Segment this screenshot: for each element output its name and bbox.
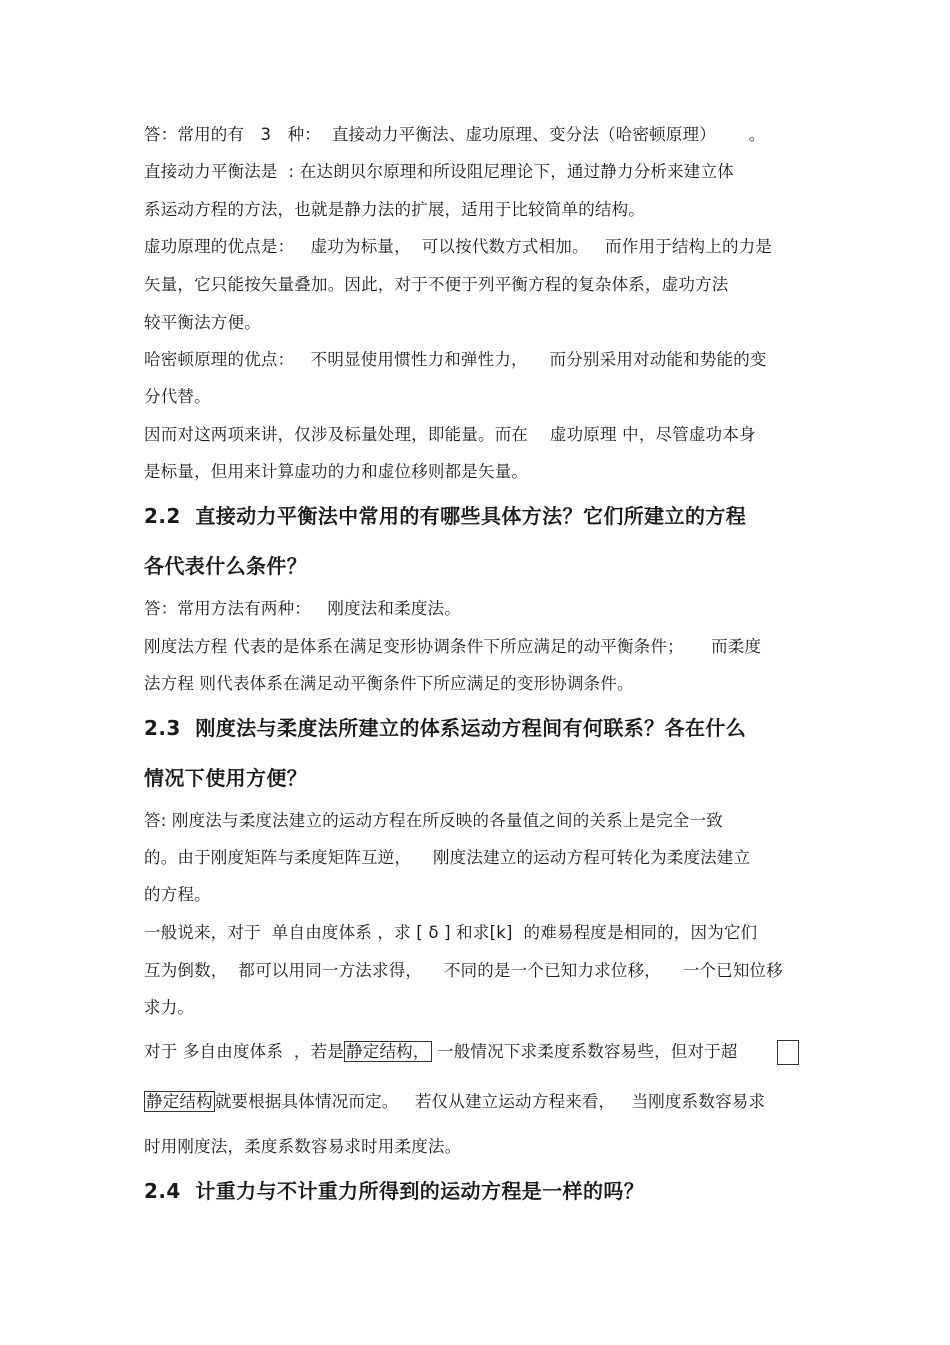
answer-line: 答：常用方法有两种： 刚度法和柔度法。 <box>144 599 461 618</box>
answer-line: 答: 刚度法与柔度法建立的运动方程在所反映的各量值之间的关系上是完全一致 <box>144 811 724 830</box>
text-line: 系运动方程的方法，也就是静力法的扩展，适用于比较简单的结构。 <box>144 200 645 219</box>
boxed-term-indeterminate: 静定结构 <box>146 1092 213 1111</box>
answer-line: 的方程。 <box>144 885 211 904</box>
multi-dof-suffix: 一般情况下求柔度系数容易些，但对于超 <box>431 1042 738 1061</box>
answer-line-multi-dof <box>144 1041 738 1063</box>
answer-line: 时用刚度法，柔度系数容易求时用柔度法。 <box>144 1137 462 1156</box>
boxed-term-statically-determinate: 静定结构， <box>346 1042 430 1061</box>
answer-line-indeterminate <box>144 1091 765 1113</box>
text-line: 是标量，但用来计算虚功的力和虚位移则都是矢量。 <box>144 462 529 481</box>
question-2-3-title-cont: 情况下使用方便？ <box>144 766 308 790</box>
text-line: 矢量，它只能按矢量叠加。因此，对于不便于列平衡方程的复杂体系，虚功方法 <box>144 275 729 294</box>
question-2-2-title-cont: 各代表什么条件？ <box>144 554 308 578</box>
text-line: 分代替。 <box>144 387 211 406</box>
multi-dof-prefix: 对于 多自由度体系 ，若是 <box>144 1042 345 1061</box>
question-2-3-title: 2.3 刚度法与柔度法所建立的体系运动方程间有何联系？各在什么 <box>144 716 747 740</box>
text-line: 虚功原理的优点是： 虚功为标量， 可以按代数方式相加。 而作用于结构上的力是 <box>144 237 773 256</box>
question-2-2-title: 2.2 直接动力平衡法中常用的有哪些具体方法？它们所建立的方程 <box>144 504 747 528</box>
answer-line: 求力。 <box>144 998 195 1017</box>
text-line: 较平衡法方便。 <box>144 313 261 332</box>
answer-line: 互为倒数， 都可以用同一方法求得， 不同的是一个已知力求位移， 一个已知位移 <box>144 961 783 980</box>
answer-line: 刚度法方程 代表的是体系在满足变形协调条件下所应满足的动平衡条件； 而柔度 <box>144 637 762 656</box>
answer-line: 的。由于刚度矩阵与柔度矩阵互逆， 刚度法建立的运动方程可转化为柔度法建立 <box>144 848 751 867</box>
indeterminate-text: 就要根据具体情况而定。 若仅从建立运动方程来看， 当刚度系数容易求 <box>214 1092 766 1111</box>
empty-checkbox-mark <box>777 1040 799 1065</box>
text-line: 因而对这两项来讲，仅涉及标量处理，即能量。而在 虚功原理 中，尽管虚功本身 <box>144 425 756 444</box>
question-2-4-title: 2.4 计重力与不计重力所得到的运动方程是一样的吗？ <box>144 1179 645 1203</box>
answer-line: 一般说来，对于 单自由度体系 ，求 [ δ ] 和求[k] 的难易程度是相同的，因为它们 <box>144 923 758 942</box>
text-line: 答：常用的有 3 种： 直接动力平衡法、虚功原理、变分法（哈密顿原理） 。 <box>144 125 766 144</box>
text-line: 哈密顿原理的优点： 不明显使用惯性力和弹性力， 而分别采用对动能和势能的变 <box>144 350 767 369</box>
answer-line: 法方程 则代表体系在满足动平衡条件下所应满足的变形协调条件。 <box>144 674 634 693</box>
text-line: 直接动力平衡法是 : 在达朗贝尔原理和所设阻尼理论下，通过静力分析来建立体 <box>144 162 734 181</box>
